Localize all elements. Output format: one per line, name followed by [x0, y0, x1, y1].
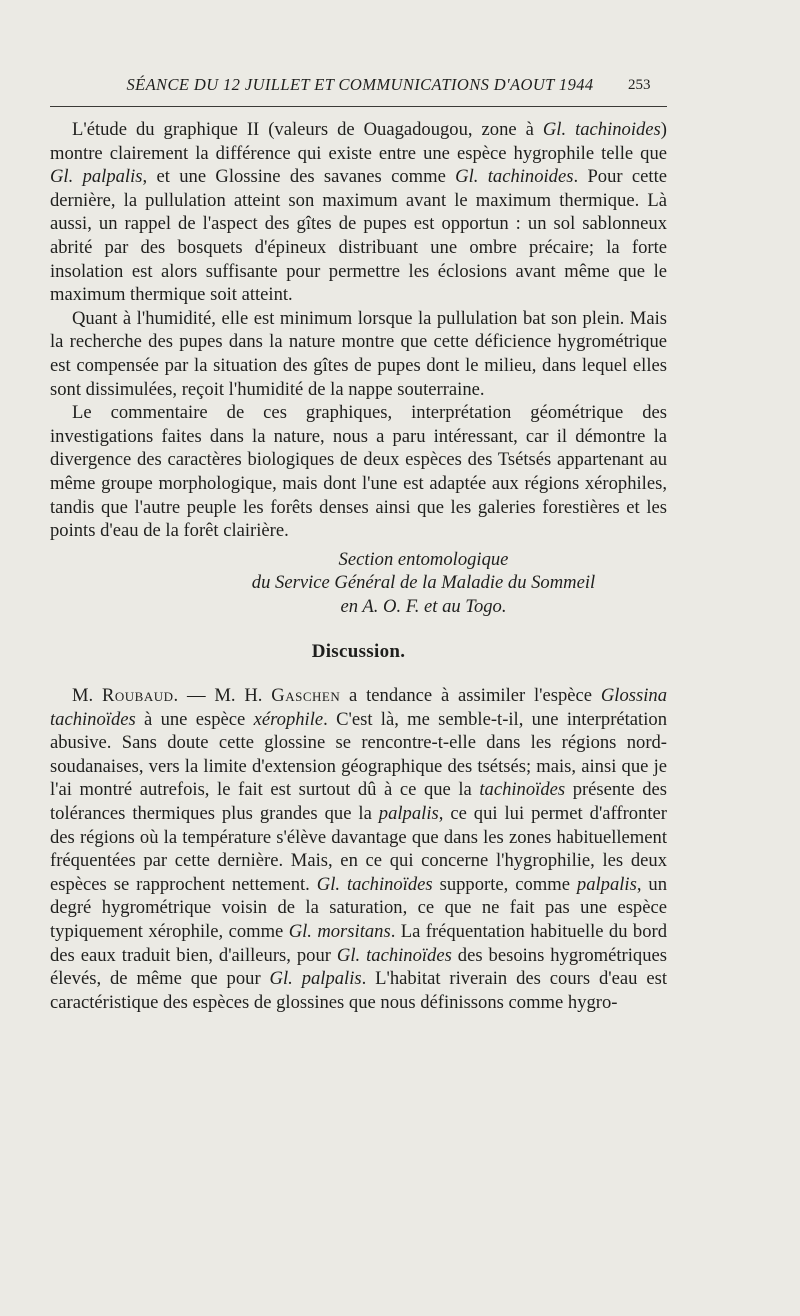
signature-block	[50, 548, 667, 619]
running-head: SÉANCE DU 12 JUILLET ET COMMUNICATIONS D'AOUT 1944	[126, 75, 594, 94]
author-roubaud: Roubaud	[102, 685, 174, 707]
paragraph-discussion: M. Roubaud. — M. H. Gaschen a tendance à assimiler l'espèce Glossina tachinoïdes à une espèce xérophile. C'est là, me semble-t-il, une interprétation abusive. Sans doute cette glossine se rencontre-t-elle dans les régions nord-soudanaises, vers la limite d'extension géographique des tsétsés; mais, ainsi que je l'ai montré autrefois, le fait est surtout dû à ce que la tachinoïdes présente des tolérances thermiques plus grandes que la palpalis, ce qui lui permet d'affronter des régions où la température s'élève davantage que dans les zones habituellement fréquentées par cette dernière. Mais, en ce qui concerne l'hygrophilie, les deux espèces se rapprochent nettement. Gl. tachinoïdes supporte, comme palpalis, un degré hygrométrique voisin de la saturation, ce que ne fait pas une espèce typiquement xérophile, comme Gl. morsitans. La fréquentation habituelle du bord des eaux traduit bien, d'ailleurs, pour Gl. tachinoïdes des besoins hygrométriques élevés, de même que pour Gl. palpalis. L'habitat riverain des cours d'eau est caractéristique des espèces de glossines que nous définissons comme hygro-	[50, 685, 667, 1013]
paragraph-humidity: Quant à l'humidité, elle est minimum lorsque la pullulation bat son plein. Mais la recherche des pupes dans la nature montre que cette déficience hygrométrique est compensée par la situation des gîtes de pupes dont le milieu, dans lequel elles sont dissimulées, reçoit l'humidité de la nappe souterraine.	[50, 307, 667, 400]
signature-line-3: en A. O. F. et au Togo.	[340, 595, 507, 617]
signature-line-2: du Service Général de la Maladie du Sommeil	[251, 572, 596, 594]
paragraph-graph-study: L'étude du graphique II (valeurs de Ouagadougou, zone à Gl. tachinoides) montre clairement la différence qui existe entre une espèce hygrophile telle que Gl. palpalis, et une Glossine des savanes comme Gl. tachinoides. Pour cette dernière, la pullulation atteint son maximum avant le maximum thermique. Là aussi, un rappel de l'aspect des gîtes de pupes est opportun : un sol sablonneux abrité par des bosquets d'épineux distribuant une ombre précaire; la forte insolation est alors suffisante pour permettre les éclosions avant même que le maximum thermique soit atteint.	[50, 119, 667, 306]
author-gaschen: Gaschen	[271, 685, 341, 707]
discussion-heading: Discussion.	[311, 641, 406, 663]
body-text	[50, 118, 667, 1014]
header-rule	[50, 106, 667, 107]
signature-line-1: Section entomologique	[338, 548, 509, 570]
paragraph-commentary: Le commentaire de ces graphiques, interprétation géométrique des investigations faites dans la nature, nous a paru intéressant, car il démontre la divergence des caractères biologiques de deux espèces des Tsétsés appartenant au même groupe morphologique, mais dont l'une est adaptée aux régions xérophiles, tandis que l'autre peuple les forêts denses ainsi que les galeries forestières et les points d'eau de la forêt clairière.	[50, 402, 667, 542]
page-number: 253	[628, 77, 651, 93]
